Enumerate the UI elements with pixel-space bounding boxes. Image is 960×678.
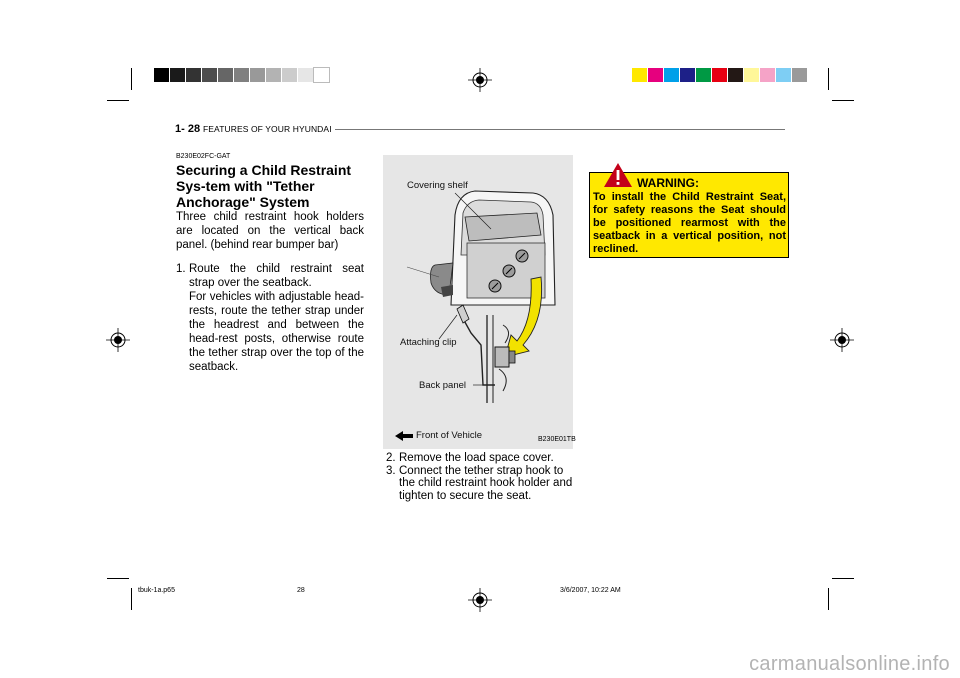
color-scale-bar bbox=[632, 68, 808, 82]
color-swatch bbox=[776, 68, 791, 82]
footer-page: 28 bbox=[297, 587, 305, 594]
panel-edge bbox=[503, 325, 509, 343]
color-swatch bbox=[250, 68, 265, 82]
crop-mark bbox=[107, 100, 129, 101]
header-rule bbox=[335, 129, 785, 130]
figure-code: B230E01TB bbox=[538, 436, 576, 443]
registration-mark-icon bbox=[830, 328, 854, 352]
color-swatch bbox=[314, 68, 329, 82]
section-title: FEATURES OF YOUR HYUNDAI bbox=[203, 124, 332, 134]
color-swatch bbox=[298, 68, 313, 82]
tether-anchorage-figure bbox=[383, 155, 576, 449]
list-item bbox=[386, 465, 576, 503]
footer-date: 3/6/2007, 10:22 AM bbox=[560, 587, 621, 594]
crop-mark bbox=[107, 578, 129, 579]
watermark: carmanualsonline.info bbox=[749, 653, 950, 675]
step-number: 1. bbox=[176, 263, 186, 275]
tether-diagram bbox=[383, 155, 573, 449]
label-back-panel: Back panel bbox=[419, 380, 467, 391]
tail-light-lower bbox=[441, 285, 453, 297]
color-swatch bbox=[728, 68, 743, 82]
label-attaching-clip: Attaching clip bbox=[400, 337, 457, 348]
color-swatch bbox=[266, 68, 281, 82]
crop-mark bbox=[131, 588, 132, 610]
page-title: Securing a Child Restraint Sys-tem with "Tether Anchorage" System bbox=[176, 162, 352, 210]
warning-title: WARNING: bbox=[637, 176, 699, 190]
color-swatch bbox=[792, 68, 807, 82]
color-swatch bbox=[696, 68, 711, 82]
list-item bbox=[386, 452, 576, 465]
crop-mark bbox=[828, 68, 829, 90]
color-swatch bbox=[154, 68, 169, 82]
crop-mark bbox=[832, 578, 854, 579]
step-list bbox=[386, 452, 576, 502]
step-number: 3. bbox=[386, 464, 396, 477]
leader-line bbox=[439, 315, 457, 339]
gray-scale-bar bbox=[154, 68, 330, 82]
footer-file: tbuk-1a.p65 bbox=[138, 587, 175, 594]
color-swatch bbox=[680, 68, 695, 82]
crop-mark bbox=[131, 68, 132, 90]
attaching-clip bbox=[457, 305, 469, 323]
step-text: Connect the tether strap hook to the child restraint hook holder and tighten to secure the seat. bbox=[399, 464, 573, 502]
label-covering-shelf: Covering shelf bbox=[407, 180, 468, 191]
label-front-of-vehicle: Front of Vehicle bbox=[416, 430, 483, 441]
page-number: 1- 28 bbox=[175, 123, 201, 135]
color-swatch bbox=[712, 68, 727, 82]
tether-strap bbox=[461, 315, 495, 385]
color-swatch bbox=[632, 68, 647, 82]
registration-mark-icon bbox=[106, 328, 130, 352]
color-swatch bbox=[202, 68, 217, 82]
panel-edge bbox=[499, 369, 506, 391]
color-swatch bbox=[218, 68, 233, 82]
hook-holder-nut bbox=[509, 351, 515, 363]
color-swatch bbox=[760, 68, 775, 82]
step-detail: For vehicles with adjustable head-rests, route the tether strap under the headrest and between the head-rest posts, otherwise route the tether strap over the top of the seatback. bbox=[189, 291, 364, 373]
crop-mark bbox=[828, 588, 829, 610]
color-swatch bbox=[170, 68, 185, 82]
warning-text: To install the Child Restraint Seat, for safety reasons the Seat should be positioned rearmost with the seatback in a vertical position, not reclined. bbox=[593, 191, 786, 255]
hook-holder-bolt bbox=[495, 347, 509, 367]
section-code: B230E02FC-GAT bbox=[176, 153, 231, 160]
warning-icon bbox=[603, 162, 633, 188]
step-text: Remove the load space cover. bbox=[399, 452, 554, 464]
list-item bbox=[176, 262, 364, 374]
step-text: Route the child restraint seat strap over the seatback. bbox=[189, 263, 364, 289]
step-list bbox=[176, 262, 364, 374]
color-swatch bbox=[664, 68, 679, 82]
color-swatch bbox=[744, 68, 759, 82]
intro-paragraph: Three child restraint hook holders are located on the vertical back panel. (behind rear bumper bar) bbox=[176, 211, 364, 251]
color-swatch bbox=[186, 68, 201, 82]
registration-mark-icon bbox=[468, 588, 492, 612]
step-number: 2. bbox=[386, 452, 396, 464]
front-of-vehicle-arrow-icon bbox=[395, 431, 413, 441]
color-swatch bbox=[282, 68, 297, 82]
crop-mark bbox=[832, 100, 854, 101]
color-swatch bbox=[648, 68, 663, 82]
registration-mark-icon bbox=[468, 68, 492, 92]
color-swatch bbox=[234, 68, 249, 82]
